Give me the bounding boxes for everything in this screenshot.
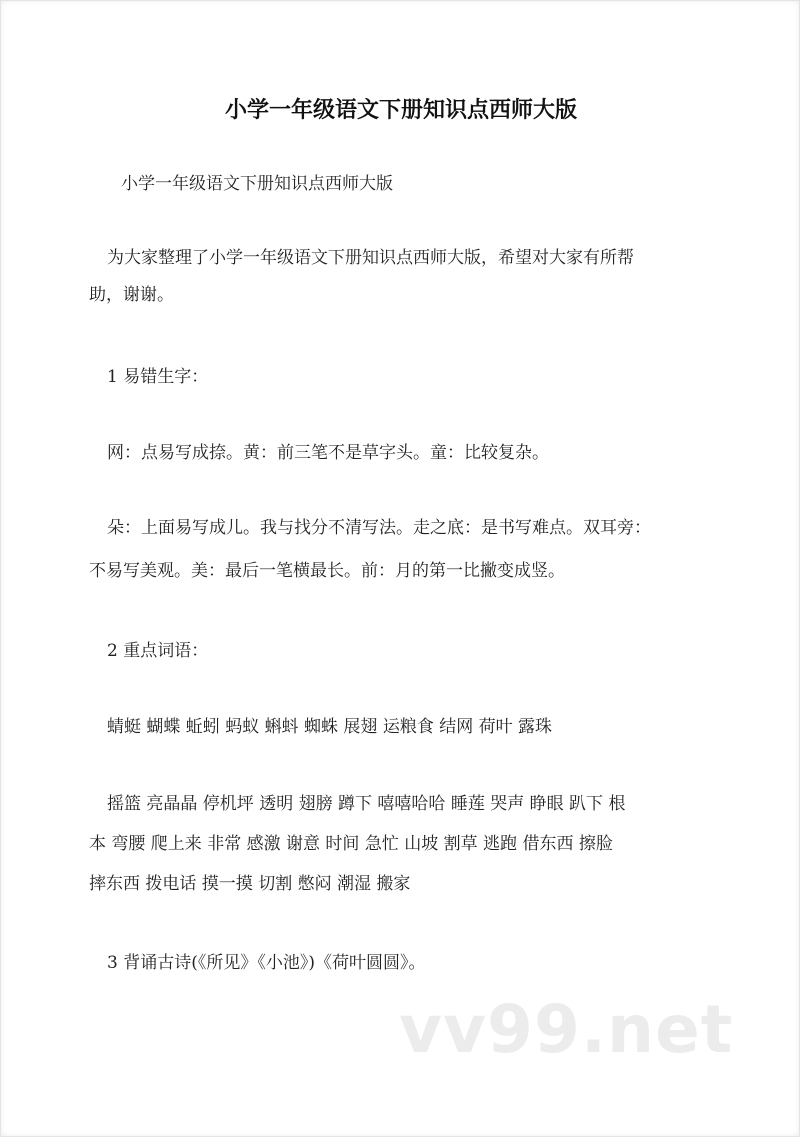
section-2-words-2-line-2: 本 弯腰 爬上来 非常 感激 谢意 时间 急忙 山坡 割草 逃跑 借东西 擦脸 (89, 834, 613, 854)
section-3-heading: 3 背诵古诗(《所见》《小池》)《荷叶圆圆》。 (107, 953, 426, 973)
section-2-words-2-line-3: 摔东西 拨电话 摸一摸 切割 憋闷 潮湿 搬家 (89, 874, 411, 894)
document-title: 小学一年级语文下册知识点西师大版 (224, 98, 577, 123)
intro-line-2: 助，谢谢。 (89, 285, 174, 305)
subtitle: 小学一年级语文下册知识点西师大版 (121, 174, 393, 194)
section-2-heading: 2 重点词语： (107, 641, 209, 661)
intro-line-1: 为大家整理了小学一年级语文下册知识点西师大版，希望对大家有所帮 (107, 248, 634, 268)
section-2-words-1: 蜻蜓 蝴蝶 蚯蚓 蚂蚁 蝌蚪 蜘蛛 展翅 运粮食 结网 荷叶 露珠 (107, 717, 553, 737)
section-1-heading: 1 易错生字： (107, 367, 209, 387)
section-1-paragraph-1: 网：点易写成捺。黄：前三笔不是草字头。童：比较复杂。 (107, 443, 549, 463)
section-2-words-2-line-1: 摇篮 亮晶晶 停机坪 透明 翅膀 蹲下 嘻嘻哈哈 睡莲 哭声 睁眼 趴下 根 (107, 794, 626, 814)
section-1-paragraph-2-line-2: 不易写美观。美：最后一笔横最长。前：月的第一比撇变成竖。 (89, 561, 565, 581)
watermark: vv99.net (399, 991, 734, 1068)
section-1-paragraph-2-line-1: 朵：上面易写成儿。我与找分不清写法。走之底：是书写难点。双耳旁： (107, 518, 651, 538)
